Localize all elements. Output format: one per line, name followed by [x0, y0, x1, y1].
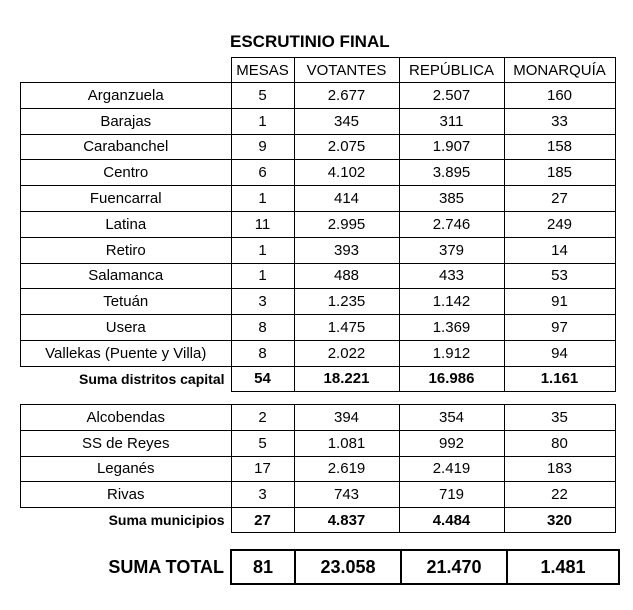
- district-row: [21, 108, 616, 134]
- total-row: [20, 550, 619, 584]
- cell-name: Fuencarral: [21, 186, 232, 212]
- cell-votantes: 2.075: [294, 134, 399, 160]
- cell-mesas: 11: [231, 211, 294, 237]
- cell-monarquia: 80: [504, 430, 615, 456]
- sum-republica: 4.484: [399, 508, 504, 533]
- cell-monarquia: 53: [504, 263, 615, 289]
- municipality-row: [21, 430, 616, 456]
- cell-mesas: 9: [231, 134, 294, 160]
- district-row: [21, 211, 616, 237]
- cell-mesas: 3: [231, 289, 294, 315]
- cell-republica: 3.895: [399, 160, 504, 186]
- cell-votantes: 1.081: [294, 430, 399, 456]
- district-row: [21, 315, 616, 341]
- header-votantes: VOTANTES: [294, 58, 399, 83]
- cell-republica: 2.746: [399, 211, 504, 237]
- cell-monarquia: 183: [504, 456, 615, 482]
- districts-body: [21, 83, 616, 367]
- cell-mesas: 5: [231, 430, 294, 456]
- cell-name: SS de Reyes: [21, 430, 232, 456]
- cell-republica: 433: [399, 263, 504, 289]
- cell-monarquia: 27: [504, 186, 615, 212]
- cell-name: Arganzuela: [21, 83, 232, 109]
- cell-republica: 1.912: [399, 340, 504, 366]
- district-row: [21, 186, 616, 212]
- municipalities-body: [21, 405, 616, 508]
- cell-monarquia: 14: [504, 237, 615, 263]
- cell-mesas: 1: [231, 237, 294, 263]
- cell-republica: 1.369: [399, 315, 504, 341]
- cell-name: Alcobendas: [21, 405, 232, 431]
- sum-monarquia: 320: [504, 508, 615, 533]
- sum-mesas: 27: [231, 508, 294, 533]
- cell-republica: 1.142: [399, 289, 504, 315]
- header-republica: REPÚBLICA: [399, 58, 504, 83]
- district-row: [21, 263, 616, 289]
- municipality-row: [21, 482, 616, 508]
- cell-name: Retiro: [21, 237, 232, 263]
- cell-republica: 354: [399, 405, 504, 431]
- cell-republica: 1.907: [399, 134, 504, 160]
- cell-republica: 2.507: [399, 83, 504, 109]
- districts-sum-row: [21, 366, 616, 391]
- cell-name: Carabanchel: [21, 134, 232, 160]
- cell-name: Salamanca: [21, 263, 232, 289]
- cell-name: Vallekas (Puente y Villa): [21, 340, 232, 366]
- cell-mesas: 17: [231, 456, 294, 482]
- cell-mesas: 8: [231, 340, 294, 366]
- cell-votantes: 4.102: [294, 160, 399, 186]
- sum-label: Suma distritos capital: [79, 371, 225, 388]
- districts-table: [20, 57, 616, 392]
- district-row: [21, 160, 616, 186]
- header-blank: [21, 58, 232, 83]
- municipalities-sum-row: [21, 508, 616, 533]
- total-monarquia: 1.481: [507, 550, 619, 584]
- sum-mesas: 54: [231, 366, 294, 391]
- cell-name: Tetuán: [21, 289, 232, 315]
- cell-votantes: 2.619: [294, 456, 399, 482]
- cell-votantes: 2.995: [294, 211, 399, 237]
- cell-votantes: 393: [294, 237, 399, 263]
- cell-republica: 992: [399, 430, 504, 456]
- district-row: [21, 134, 616, 160]
- total-republica: 21.470: [401, 550, 507, 584]
- district-row: [21, 289, 616, 315]
- cell-mesas: 1: [231, 108, 294, 134]
- cell-votantes: 488: [294, 263, 399, 289]
- sum-label: Suma municipios: [108, 512, 225, 529]
- cell-monarquia: 160: [504, 83, 615, 109]
- district-row: [21, 83, 616, 109]
- sum-republica: 16.986: [399, 366, 504, 391]
- sum-votantes: 18.221: [294, 366, 399, 391]
- cell-name: Centro: [21, 160, 232, 186]
- cell-monarquia: 33: [504, 108, 615, 134]
- cell-mesas: 1: [231, 263, 294, 289]
- cell-votantes: 394: [294, 405, 399, 431]
- cell-name: Rivas: [21, 482, 232, 508]
- cell-monarquia: 94: [504, 340, 615, 366]
- cell-republica: 311: [399, 108, 504, 134]
- cell-votantes: 345: [294, 108, 399, 134]
- cell-mesas: 2: [231, 405, 294, 431]
- cell-monarquia: 158: [504, 134, 615, 160]
- total-label: SUMA TOTAL: [108, 556, 224, 577]
- sum-votantes: 4.837: [294, 508, 399, 533]
- district-row: [21, 237, 616, 263]
- cell-name: Latina: [21, 211, 232, 237]
- page-title: ESCRUTINIO FINAL: [230, 32, 390, 51]
- cell-votantes: 2.677: [294, 83, 399, 109]
- cell-mesas: 6: [231, 160, 294, 186]
- cell-monarquia: 185: [504, 160, 615, 186]
- cell-name: Barajas: [21, 108, 232, 134]
- cell-votantes: 1.235: [294, 289, 399, 315]
- cell-votantes: 1.475: [294, 315, 399, 341]
- sum-monarquia: 1.161: [504, 366, 615, 391]
- cell-republica: 379: [399, 237, 504, 263]
- total-table: [20, 549, 620, 585]
- municipalities-table: [20, 404, 616, 533]
- cell-monarquia: 22: [504, 482, 615, 508]
- header-monarquia: MONARQUÍA: [504, 58, 615, 83]
- cell-votantes: 743: [294, 482, 399, 508]
- municipality-row: [21, 456, 616, 482]
- cell-mesas: 1: [231, 186, 294, 212]
- cell-republica: 719: [399, 482, 504, 508]
- total-mesas: 81: [231, 550, 295, 584]
- cell-mesas: 8: [231, 315, 294, 341]
- cell-monarquia: 97: [504, 315, 615, 341]
- cell-monarquia: 35: [504, 405, 615, 431]
- cell-votantes: 414: [294, 186, 399, 212]
- municipality-row: [21, 405, 616, 431]
- cell-mesas: 3: [231, 482, 294, 508]
- cell-votantes: 2.022: [294, 340, 399, 366]
- header-mesas: MESAS: [231, 58, 294, 83]
- cell-name: Leganés: [21, 456, 232, 482]
- cell-monarquia: 249: [504, 211, 615, 237]
- cell-republica: 2.419: [399, 456, 504, 482]
- district-row: [21, 340, 616, 366]
- header-row: [21, 58, 616, 83]
- cell-name: Usera: [21, 315, 232, 341]
- total-votantes: 23.058: [295, 550, 401, 584]
- cell-mesas: 5: [231, 83, 294, 109]
- cell-monarquia: 91: [504, 289, 615, 315]
- cell-republica: 385: [399, 186, 504, 212]
